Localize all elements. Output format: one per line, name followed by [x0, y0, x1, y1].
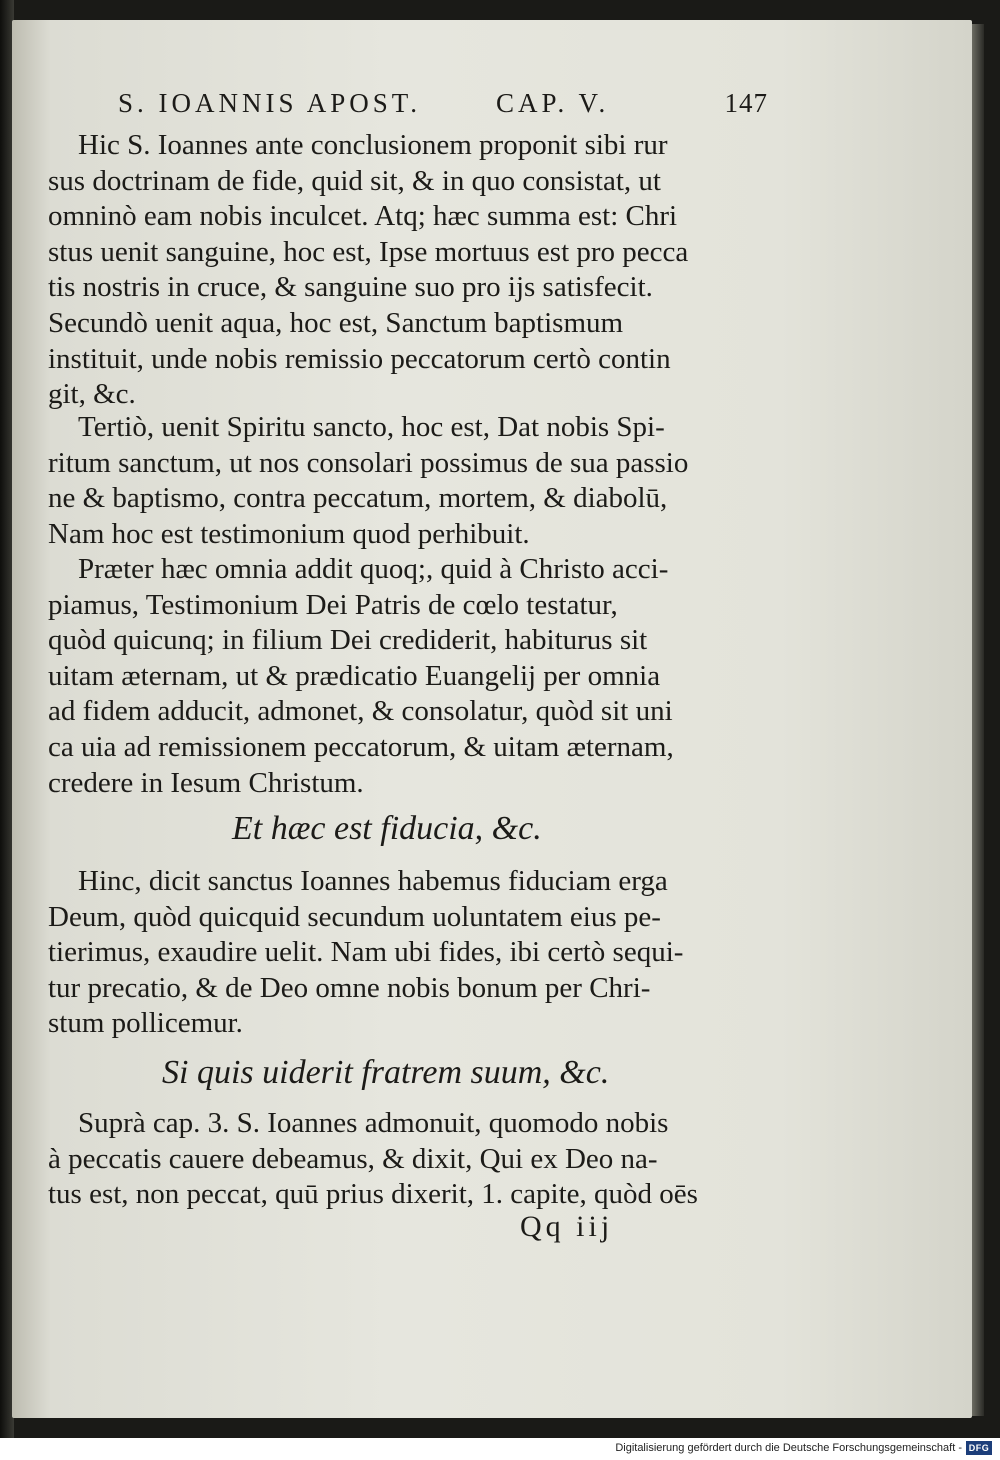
paragraph-line: tur precatio, & de Deo omne nobis bonum per Chri-	[48, 971, 651, 1004]
paragraph-line: stus uenit sanguine, hoc est, Ipse mortuus est pro pecca	[48, 235, 689, 268]
paragraph-line: quòd quicunq; in filium Dei crediderit, habiturus sit	[48, 624, 648, 657]
paragraph-line: Suprà cap. 3. S. Ioannes admonuit, quomodo nobis	[78, 1107, 669, 1139]
signature-mark: Qq iij	[520, 1210, 614, 1243]
paragraph-line: Hinc, dicit sanctus Ioannes habemus fiduciam erga	[78, 865, 668, 897]
paragraph-line: ad fidem adducit, admonet, & consolatur, quòd sit uni	[48, 695, 673, 728]
paragraph-line: Secundò uenit aqua, hoc est, Sanctum baptismum	[48, 306, 624, 339]
paragraph-line: uitam æternam, ut & prædicatio Euangelij per omnia	[48, 659, 661, 692]
paragraph-1	[48, 128, 758, 413]
paragraph-line: sus doctrinam de fide, quid sit, & in quo consistat, ut	[48, 164, 661, 197]
page-edge-shadow	[972, 24, 984, 1416]
paragraph-line: omninò eam nobis inculcet. Atq; hæc summa est: Chri	[48, 200, 678, 233]
paragraph-line: credere in Iesum Christum.	[48, 766, 364, 799]
running-head-chapter: CAP. V.	[496, 88, 610, 118]
section-heading-1: Et hæc est fiducia, &c.	[232, 810, 542, 847]
paragraph-line: ca uia ad remissionem peccatorum, & uitam æternam,	[48, 730, 674, 763]
paragraph-line: tierimus, exaudire uelit. Nam ubi fides, ibi certò sequi-	[48, 936, 684, 969]
running-head-title: S. IOANNIS APOST.	[118, 88, 422, 118]
paragraph-line: Nam hoc est testimonium quod perhibuit.	[48, 517, 530, 550]
paragraph-5	[48, 1106, 758, 1213]
paragraph-line: tis nostris in cruce, & sanguine suo pro ijs satisfecit.	[48, 271, 653, 304]
paragraph-line: ne & baptismo, contra peccatum, mortem, & diabolū,	[48, 482, 668, 515]
paragraph-line: à peccatis cauere debeamus, & dixit, Qui ex Deo na-	[48, 1142, 658, 1175]
paragraph-3	[48, 552, 758, 801]
paragraph-line: instituit, unde nobis remissio peccatorum certò contin	[48, 342, 671, 375]
paragraph-line: tus est, non peccat, quū prius dixerit, 1. capite, quòd oēs	[48, 1178, 698, 1211]
paragraph-line: Hic S. Ioannes ante conclusionem proponit sibi rur	[78, 129, 668, 161]
paragraph-line: git, &c.	[48, 378, 136, 411]
paragraph-2	[48, 410, 758, 552]
paragraph-line: piamus, Testimonium Dei Patris de cœlo testatur,	[48, 588, 618, 621]
paragraph-line: Deum, quòd quicquid secundum uoluntatem eius pe-	[48, 900, 661, 933]
paragraph-line: Præter hæc omnia addit quoq;, quid à Christo acci-	[78, 553, 669, 585]
digitization-credit: Digitalisierung gefördert durch die Deutsche Forschungsgemeinschaft -	[615, 1442, 962, 1454]
section-heading-2: Si quis uiderit fratrem suum, &c.	[162, 1054, 610, 1091]
paragraph-line: Tertiò, uenit Spiritu sancto, hoc est, Dat nobis Spi-	[78, 411, 665, 443]
paragraph-4	[48, 864, 758, 1042]
paragraph-line: ritum sanctum, ut nos consolari possimus de sua passio	[48, 446, 689, 479]
dfg-logo[interactable]: DFG	[966, 1441, 992, 1455]
paragraph-line: stum pollicemur.	[48, 1007, 243, 1040]
running-head	[118, 88, 768, 124]
page-number: 147	[724, 88, 768, 118]
